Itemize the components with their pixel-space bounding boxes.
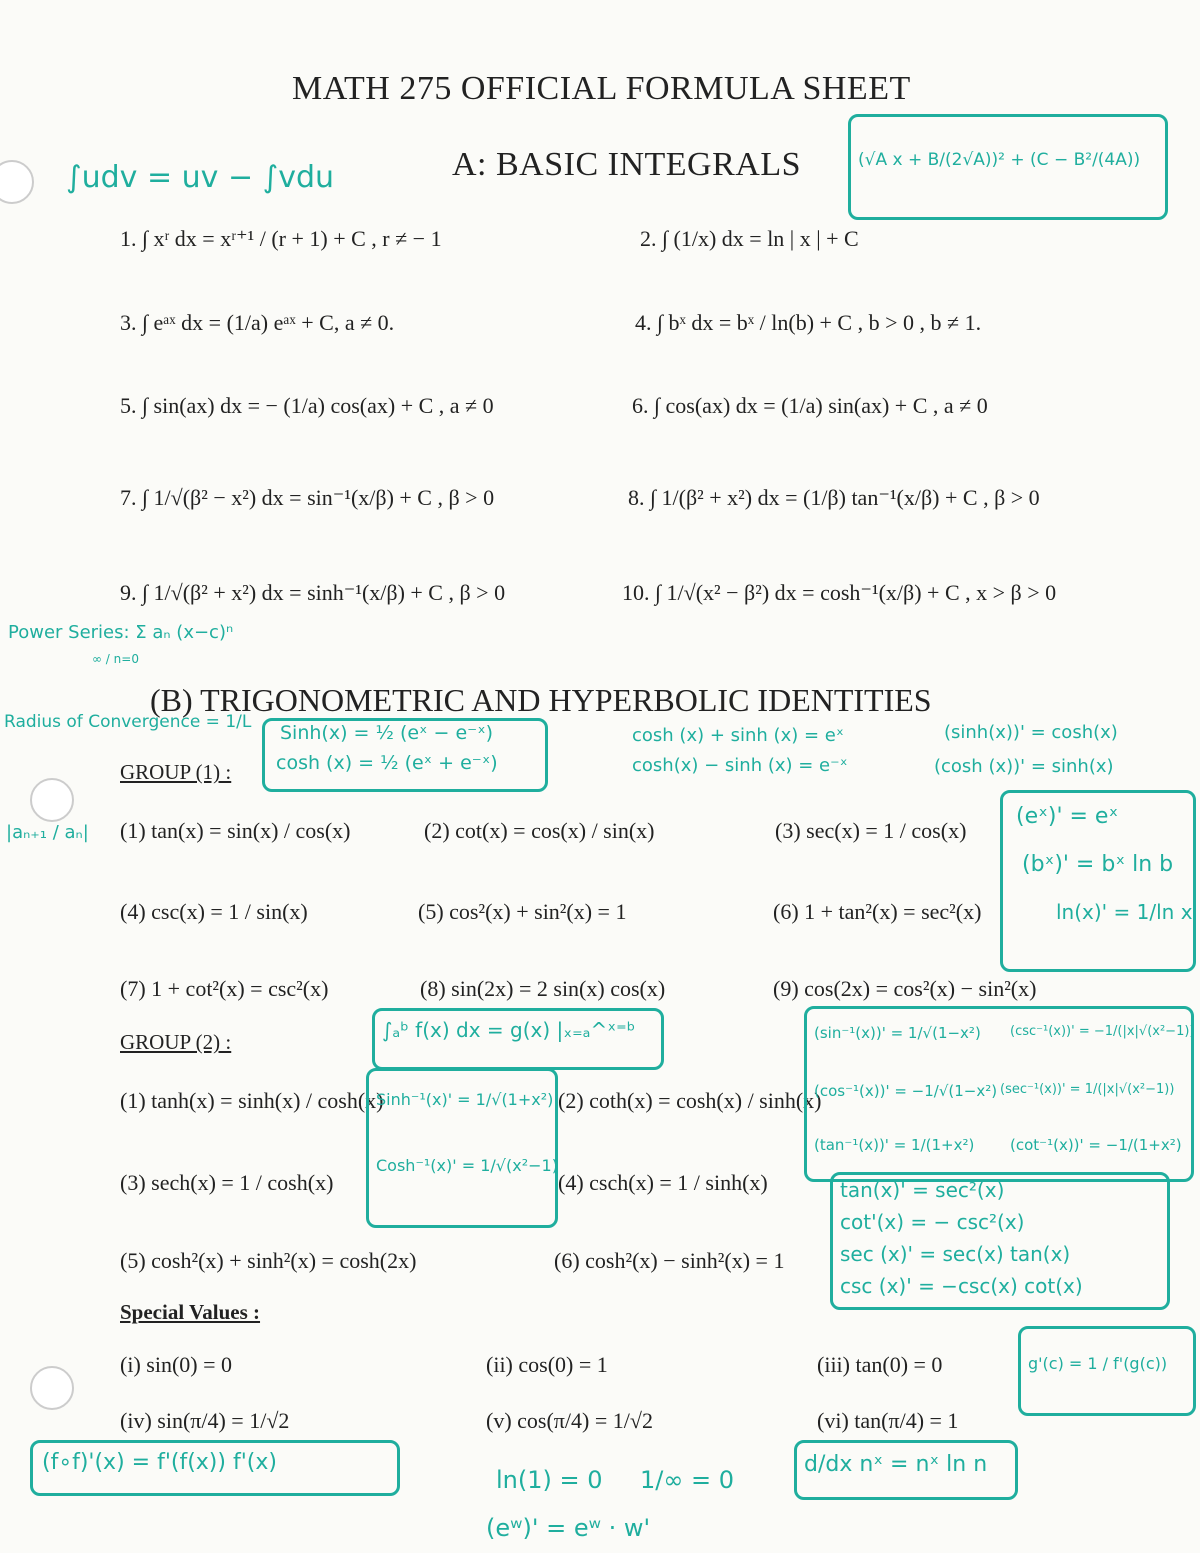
note-hyper-sum-2: cosh(x) − sinh (x) = e⁻ˣ <box>632 755 848 776</box>
group2-item-4: (4) csch(x) = 1 / sinh(x) <box>558 1170 768 1195</box>
special-values-label: Special Values : <box>120 1300 261 1324</box>
section-a-title: A: BASIC INTEGRALS <box>452 146 802 183</box>
integral-3: 3. ∫ eᵃˣ dx = (1/a) eᵃˣ + C, a ≠ 0. <box>120 310 395 335</box>
group1-item-9: (9) cos(2x) = cos²(x) − sin²(x) <box>773 976 1037 1001</box>
note-inv-cosh: Cosh⁻¹(x)' = 1/√(x²−1) <box>376 1156 558 1175</box>
note-inv-trig-1: (sin⁻¹(x))' = 1/√(1−x²) <box>814 1024 981 1042</box>
note-inv-sinh: Sinh⁻¹(x)' = 1/√(1+x²) <box>376 1090 554 1109</box>
integral-5: 5. ∫ sin(ax) dx = − (1/a) cos(ax) + C , a ≠ 0 <box>120 393 494 418</box>
integral-1: 1. ∫ xʳ dx = xʳ⁺¹ / (r + 1) + C , r ≠ − 1 <box>120 226 442 251</box>
note-complete-square: (√A x + B/(2√A))² + (C − B²/(4A)) <box>858 150 1141 170</box>
group-2-label: GROUP (2) : <box>120 1030 232 1054</box>
group1-item-8: (8) sin(2x) = 2 sin(x) cos(x) <box>420 976 666 1001</box>
note-trig-deriv-4: csc (x)' = −csc(x) cot(x) <box>840 1274 1083 1298</box>
group1-item-3: (3) sec(x) = 1 / cos(x) <box>775 818 967 843</box>
note-exp-chain: (eʷ)' = eʷ · w' <box>486 1514 651 1542</box>
punch-hole-top <box>0 160 34 204</box>
note-inv-trig-5: (tan⁻¹(x))' = 1/(1+x²) <box>814 1136 975 1154</box>
integral-10: 10. ∫ 1/√(x² − β²) dx = cosh⁻¹(x/β) + C , x > β > 0 <box>622 580 1057 605</box>
group1-item-6: (6) 1 + tan²(x) = sec²(x) <box>773 899 982 924</box>
punch-hole-mid <box>30 778 74 822</box>
group1-item-1: (1) tan(x) = sin(x) / cos(x) <box>120 818 351 843</box>
note-inverse-fn: g'(c) = 1 / f'(g(c)) <box>1028 1354 1168 1373</box>
section-b-title: (B) TRIGONOMETRIC AND HYPERBOLIC IDENTITIES <box>150 682 932 718</box>
group1-item-4: (4) csc(x) = 1 / sin(x) <box>120 899 308 924</box>
group1-item-7: (7) 1 + cot²(x) = csc²(x) <box>120 976 329 1001</box>
group1-item-2: (2) cot(x) = cos(x) / sin(x) <box>424 818 655 843</box>
note-trig-deriv-2: cot'(x) = − csc²(x) <box>840 1210 1025 1234</box>
special-value-3: (iii) tan(0) = 0 <box>817 1352 943 1377</box>
note-trig-deriv-3: sec (x)' = sec(x) tan(x) <box>840 1242 1071 1266</box>
punch-hole-bottom <box>30 1366 74 1410</box>
note-sinh-def: Sinh(x) = ½ (eˣ − e⁻ˣ) <box>280 722 494 744</box>
note-ln-deriv: ln(x)' = 1/ln x <box>1056 900 1193 924</box>
integral-7: 7. ∫ 1/√(β² − x²) dx = sin⁻¹(x/β) + C , β > 0 <box>120 485 495 510</box>
integral-8: 8. ∫ 1/(β² + x²) dx = (1/β) tan⁻¹(x/β) + C , β > 0 <box>628 485 1040 510</box>
note-hyper-sum-1: cosh (x) + sinh (x) = eˣ <box>632 725 844 746</box>
note-ftc: ∫ₐᵇ f(x) dx = g(x) |ₓ₌ₐ^ˣ⁼ᵇ <box>382 1018 636 1042</box>
group-1-label: GROUP (1) : <box>120 760 232 784</box>
note-inv-trig-6: (cot⁻¹(x))' = −1/(1+x²) <box>1010 1136 1182 1154</box>
note-power-series-limits: ∞ / n=0 <box>92 652 139 666</box>
special-value-4: (iv) sin(π/4) = 1/√2 <box>120 1408 290 1433</box>
group2-item-6: (6) cosh²(x) − sinh²(x) = 1 <box>554 1248 785 1273</box>
note-power-deriv: d/dx nˣ = nˣ ln n <box>804 1452 988 1477</box>
note-one-over-inf: 1/∞ = 0 <box>640 1466 734 1494</box>
note-exp-deriv-2: (bˣ)' = bˣ ln b <box>1022 852 1174 877</box>
page-title: MATH 275 OFFICIAL FORMULA SHEET <box>292 70 911 107</box>
integral-4: 4. ∫ bˣ dx = bˣ / ln(b) + C , b > 0 , b ≠ 1. <box>635 310 982 335</box>
note-inv-trig-4: (sec⁻¹(x))' = 1/(|x|√(x²−1)) <box>1000 1082 1175 1097</box>
group2-item-2: (2) coth(x) = cosh(x) / sinh(x) <box>558 1088 822 1113</box>
integral-2: 2. ∫ (1/x) dx = ln | x | + C <box>640 226 859 251</box>
note-integration-by-parts: ∫udv = uv − ∫vdu <box>66 160 335 195</box>
note-trig-deriv-1: tan(x)' = sec²(x) <box>840 1178 1005 1202</box>
special-value-6: (vi) tan(π/4) = 1 <box>817 1408 959 1433</box>
group2-item-1: (1) tanh(x) = sinh(x) / cosh(x) <box>120 1088 384 1113</box>
group2-item-3: (3) sech(x) = 1 / cosh(x) <box>120 1170 334 1195</box>
integral-6: 6. ∫ cos(ax) dx = (1/a) sin(ax) + C , a ≠ 0 <box>632 393 988 418</box>
group2-item-5: (5) cosh²(x) + sinh²(x) = cosh(2x) <box>120 1248 417 1273</box>
note-ln-one: ln(1) = 0 <box>496 1466 603 1494</box>
note-inv-trig-2: (csc⁻¹(x))' = −1/(|x|√(x²−1)) <box>1010 1024 1195 1039</box>
note-chain-rule: (f∘f)'(x) = f'(f(x)) f'(x) <box>42 1450 277 1475</box>
integral-9: 9. ∫ 1/√(β² + x²) dx = sinh⁻¹(x/β) + C , β > 0 <box>120 580 506 605</box>
note-cosh-def: cosh (x) = ½ (eˣ + e⁻ˣ) <box>276 752 498 774</box>
note-hyper-deriv-2: (cosh (x))' = sinh(x) <box>934 756 1114 777</box>
note-radius-convergence: Radius of Convergence = 1/L <box>4 712 252 732</box>
group1-item-5: (5) cos²(x) + sin²(x) = 1 <box>418 899 627 924</box>
note-exp-deriv-1: (eˣ)' = eˣ <box>1016 804 1119 829</box>
special-value-5: (v) cos(π/4) = 1/√2 <box>486 1408 653 1433</box>
note-ratio-test: |aₙ₊₁ / aₙ| <box>6 822 89 843</box>
special-value-2: (ii) cos(0) = 1 <box>486 1352 608 1377</box>
special-value-1: (i) sin(0) = 0 <box>120 1352 232 1377</box>
note-hyper-deriv-1: (sinh(x))' = cosh(x) <box>944 722 1118 743</box>
note-power-series: Power Series: Σ aₙ (x−c)ⁿ <box>8 622 234 643</box>
note-inv-trig-3: (cos⁻¹(x))' = −1/√(1−x²) <box>814 1082 998 1100</box>
